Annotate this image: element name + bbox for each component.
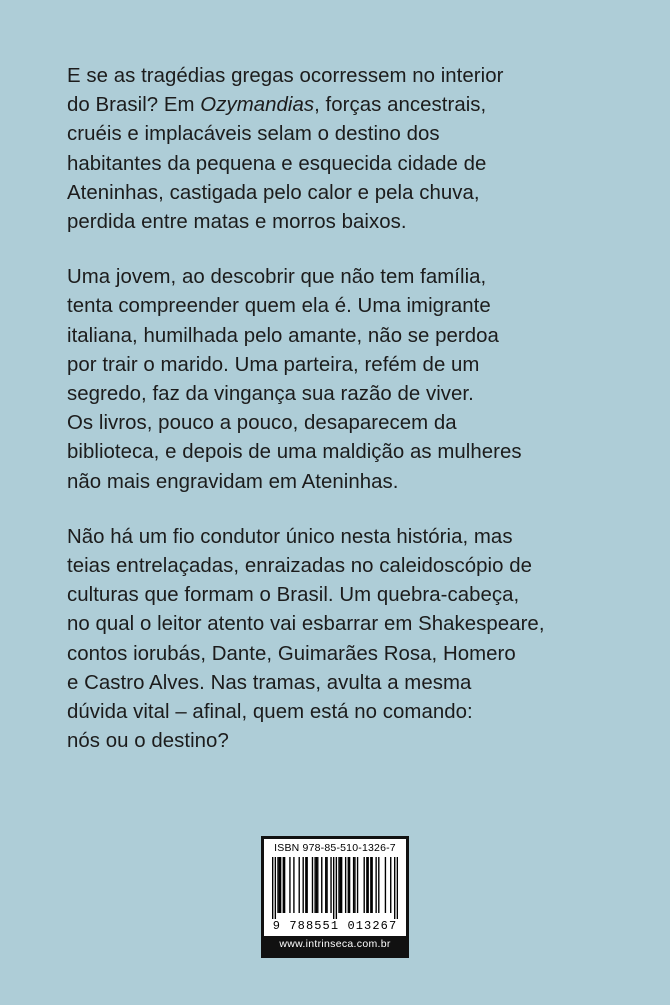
barcode-bar	[279, 857, 280, 913]
barcode-bar	[325, 857, 326, 913]
blurb-line: italiana, humilhada pelo amante, não se perdoa	[67, 324, 499, 347]
barcode-bar	[316, 857, 317, 913]
blurb-line	[67, 91, 627, 120]
blurb-line: biblioteca, e depois de uma maldição as mulheres	[67, 441, 522, 464]
barcode-bar	[367, 857, 368, 913]
publisher-website: www.intrinseca.com.br	[279, 938, 391, 950]
blurb-line: dúvida vital – afinal, quem está no comando:	[67, 701, 473, 724]
barcode-bar	[317, 857, 318, 913]
barcode-bar	[305, 857, 306, 913]
blurb-line: Ateninhas, castigada pelo calor e pela chuva,	[67, 181, 480, 204]
blurb-line: cruéis e implacáveis selam o destino dos	[67, 123, 440, 146]
barcode-bar	[375, 857, 376, 913]
barcode-bar	[289, 857, 290, 913]
barcode-bar	[326, 857, 327, 913]
barcode-bar	[349, 857, 350, 913]
blurb-paragraph-3	[67, 523, 627, 757]
barcode-bar	[293, 857, 294, 913]
barcode-bar	[370, 857, 371, 913]
blurb-paragraph-1	[67, 62, 627, 237]
blurb-line: segredo, faz da vingança sua razão de viver.	[67, 383, 474, 406]
barcode-bar	[397, 857, 398, 919]
barcode-bar	[364, 857, 365, 913]
back-cover-blurb	[67, 62, 627, 782]
barcode-bar	[275, 857, 276, 919]
blurb-line: teias entrelaçadas, enraizadas no caleidoscópio de	[67, 555, 532, 578]
barcode-bar	[378, 857, 379, 913]
barcode-bar	[280, 857, 281, 913]
barcode-bar	[394, 857, 395, 919]
blurb-text: , forças ancestrais,	[314, 94, 487, 117]
blurb-line: habitantes da pequena e esquecida cidade de	[67, 152, 487, 175]
blurb-line: Os livros, pouco a pouco, desaparecem da	[67, 412, 457, 435]
barcode-bar	[345, 857, 346, 913]
blurb-line: por trair o marido. Uma parteira, refém de um	[67, 353, 480, 376]
barcode-bar	[348, 857, 349, 913]
barcode-bar	[306, 857, 307, 913]
barcode-bar	[357, 857, 358, 913]
barcode-bar	[272, 857, 273, 919]
barcode-bar	[338, 857, 339, 913]
blurb-line: Uma jovem, ao descobrir que não tem família,	[67, 266, 487, 289]
book-title-italic: Ozymandias	[200, 94, 315, 117]
blurb-line: perdida entre matas e morros baixos.	[67, 211, 407, 234]
blurb-line: contos iorubás, Dante, Guimarães Rosa, Homero	[67, 642, 516, 665]
barcode-bar	[333, 857, 334, 919]
barcode-bar	[340, 857, 341, 913]
blurb-text: do Brasil? Em	[67, 94, 201, 117]
blurb-line: E se as tragédias gregas ocorressem no interior	[67, 65, 504, 87]
barcode-bar	[314, 857, 315, 913]
barcode-bar	[321, 857, 322, 913]
barcode-bar	[299, 857, 300, 913]
barcode-bar	[330, 857, 331, 913]
barcode-bar	[283, 857, 284, 913]
barcode-bar	[336, 857, 337, 919]
barcode-panel	[264, 839, 406, 936]
barcode-bar	[371, 857, 372, 913]
barcode-bar	[341, 857, 342, 913]
barcode-bar	[353, 857, 354, 913]
ean-digits: 9 788551 013267	[272, 919, 398, 933]
barcode-bar	[354, 857, 355, 913]
barcode-bar	[284, 857, 285, 913]
barcode-bar	[366, 857, 367, 913]
barcode-bar	[390, 857, 391, 913]
barcode-bar	[277, 857, 278, 913]
blurb-line: não mais engravidam em Ateninhas.	[67, 470, 399, 493]
barcode-bar	[385, 857, 386, 913]
isbn-barcode-block	[261, 836, 409, 958]
barcode-bar	[303, 857, 304, 913]
blurb-line: tenta compreender quem ela é. Uma imigrante	[67, 295, 491, 318]
blurb-line: nós ou o destino?	[67, 730, 229, 753]
barcode-icon	[272, 857, 398, 919]
isbn-label: ISBN 978-85-510-1326-7	[274, 842, 396, 854]
blurb-paragraph-2	[67, 263, 627, 497]
blurb-line: no qual o leitor atento vai esbarrar em Shakespeare,	[67, 613, 545, 636]
barcode-bar	[312, 857, 313, 913]
blurb-line: culturas que formam o Brasil. Um quebra-cabeça,	[67, 584, 520, 607]
blurb-line: Não há um fio condutor único nesta história, mas	[67, 525, 513, 548]
blurb-line: e Castro Alves. Nas tramas, avulta a mesma	[67, 671, 472, 694]
